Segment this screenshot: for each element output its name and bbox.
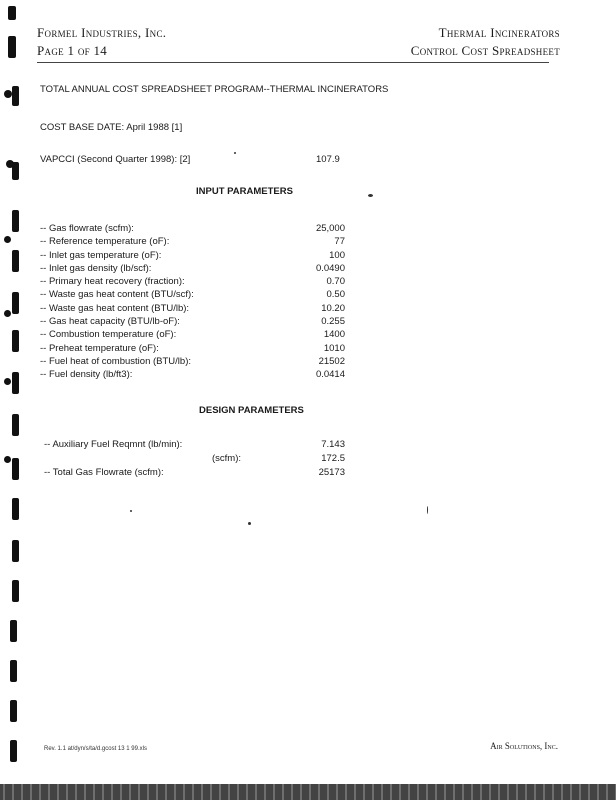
vapcci-label: VAPCCI (Second Quarter 1998): [2] [40, 154, 191, 165]
param-row [40, 328, 345, 341]
aux-fuel-scfm-value: 172.5 [321, 453, 345, 464]
param-label: -- Waste gas heat content (BTU/scf): [40, 289, 194, 301]
param-row [40, 262, 345, 275]
param-label: -- Combustion temperature (oF): [40, 329, 177, 341]
cost-base-date: COST BASE DATE: April 1988 [1] [40, 122, 183, 133]
param-value: 0.0490 [315, 262, 345, 274]
param-row [40, 315, 345, 328]
param-value: 0.0414 [315, 369, 345, 381]
scan-bottom-edge [0, 784, 616, 800]
param-row [40, 275, 345, 288]
param-value: 100 [329, 249, 345, 261]
header-left [37, 24, 166, 60]
header-right [411, 24, 560, 60]
page-number: Page 1 of 14 [37, 43, 108, 58]
total-flow-value: 25173 [318, 467, 345, 478]
param-label: -- Primary heat recovery (fraction): [40, 276, 185, 288]
scan-speck [368, 194, 373, 197]
param-label: -- Preheat temperature (oF): [40, 342, 159, 354]
param-value: 1010 [323, 342, 345, 354]
param-row [40, 368, 345, 381]
aux-fuel-label: -- Auxiliary Fuel Reqmnt (lb/min): [44, 439, 183, 450]
doc-title-line2: Control Cost Spreadsheet [410, 43, 560, 58]
param-label: -- Waste gas heat content (BTU/lb): [40, 302, 190, 314]
scan-speck [130, 510, 132, 512]
param-value: 1400 [323, 329, 345, 341]
doc-title-line1: Thermal Incinerators [438, 25, 560, 40]
scan-speck [248, 522, 251, 525]
param-label: -- Reference temperature (oF): [40, 236, 170, 248]
param-row [40, 302, 345, 315]
param-row [40, 249, 345, 262]
param-row [40, 288, 345, 301]
design-parameters-heading: DESIGN PARAMETERS [199, 405, 304, 416]
param-label: -- Inlet gas temperature (oF): [40, 249, 162, 261]
scan-speck [427, 506, 428, 514]
param-row [40, 222, 345, 235]
param-value: 25,000 [315, 223, 345, 234]
header-rule [37, 62, 549, 63]
param-label: -- Gas heat capacity (BTU/lb-oF): [40, 316, 180, 328]
param-value: 0.70 [326, 276, 345, 288]
param-value: 0.50 [326, 289, 345, 301]
param-label: -- Gas flowrate (scfm): [40, 223, 134, 234]
binder-edge-artifacts [0, 0, 28, 800]
aux-fuel-row [40, 438, 345, 452]
param-label: -- Fuel heat of combustion (BTU/lb): [40, 355, 191, 367]
aux-fuel-lbmin-value: 7.143 [321, 439, 345, 450]
footer-company: Air Solutions, Inc. [490, 741, 558, 751]
param-label: -- Inlet gas density (lb/scf): [40, 262, 152, 274]
footer-file-path: Rev. 1.1 at/dyn/s/ta/d.gcost 13 1 99.xls [44, 746, 147, 752]
param-value: 77 [334, 236, 345, 248]
param-row [40, 235, 345, 248]
input-parameters-heading: INPUT PARAMETERS [196, 186, 293, 197]
spreadsheet-title: TOTAL ANNUAL COST SPREADSHEET PROGRAM--THERMAL INCINERATORS [40, 84, 389, 95]
param-label: -- Fuel density (lb/ft3): [40, 369, 133, 381]
scan-speck [234, 152, 236, 154]
param-value: 0.255 [321, 316, 345, 328]
param-row [40, 342, 345, 355]
vapcci-value: 107.9 [316, 154, 340, 165]
aux-fuel-unit: (scfm): [212, 453, 242, 464]
param-value: 21502 [318, 355, 345, 367]
input-parameters-list [40, 222, 345, 382]
total-flow-label: -- Total Gas Flowrate (scfm): [44, 467, 164, 478]
aux-fuel-scfm-row [40, 452, 345, 466]
design-parameters-list [40, 438, 345, 480]
param-row [40, 355, 345, 368]
total-flow-row [40, 466, 345, 480]
company-name: Formel Industries, Inc. [37, 25, 167, 40]
param-value: 10.20 [321, 302, 345, 314]
